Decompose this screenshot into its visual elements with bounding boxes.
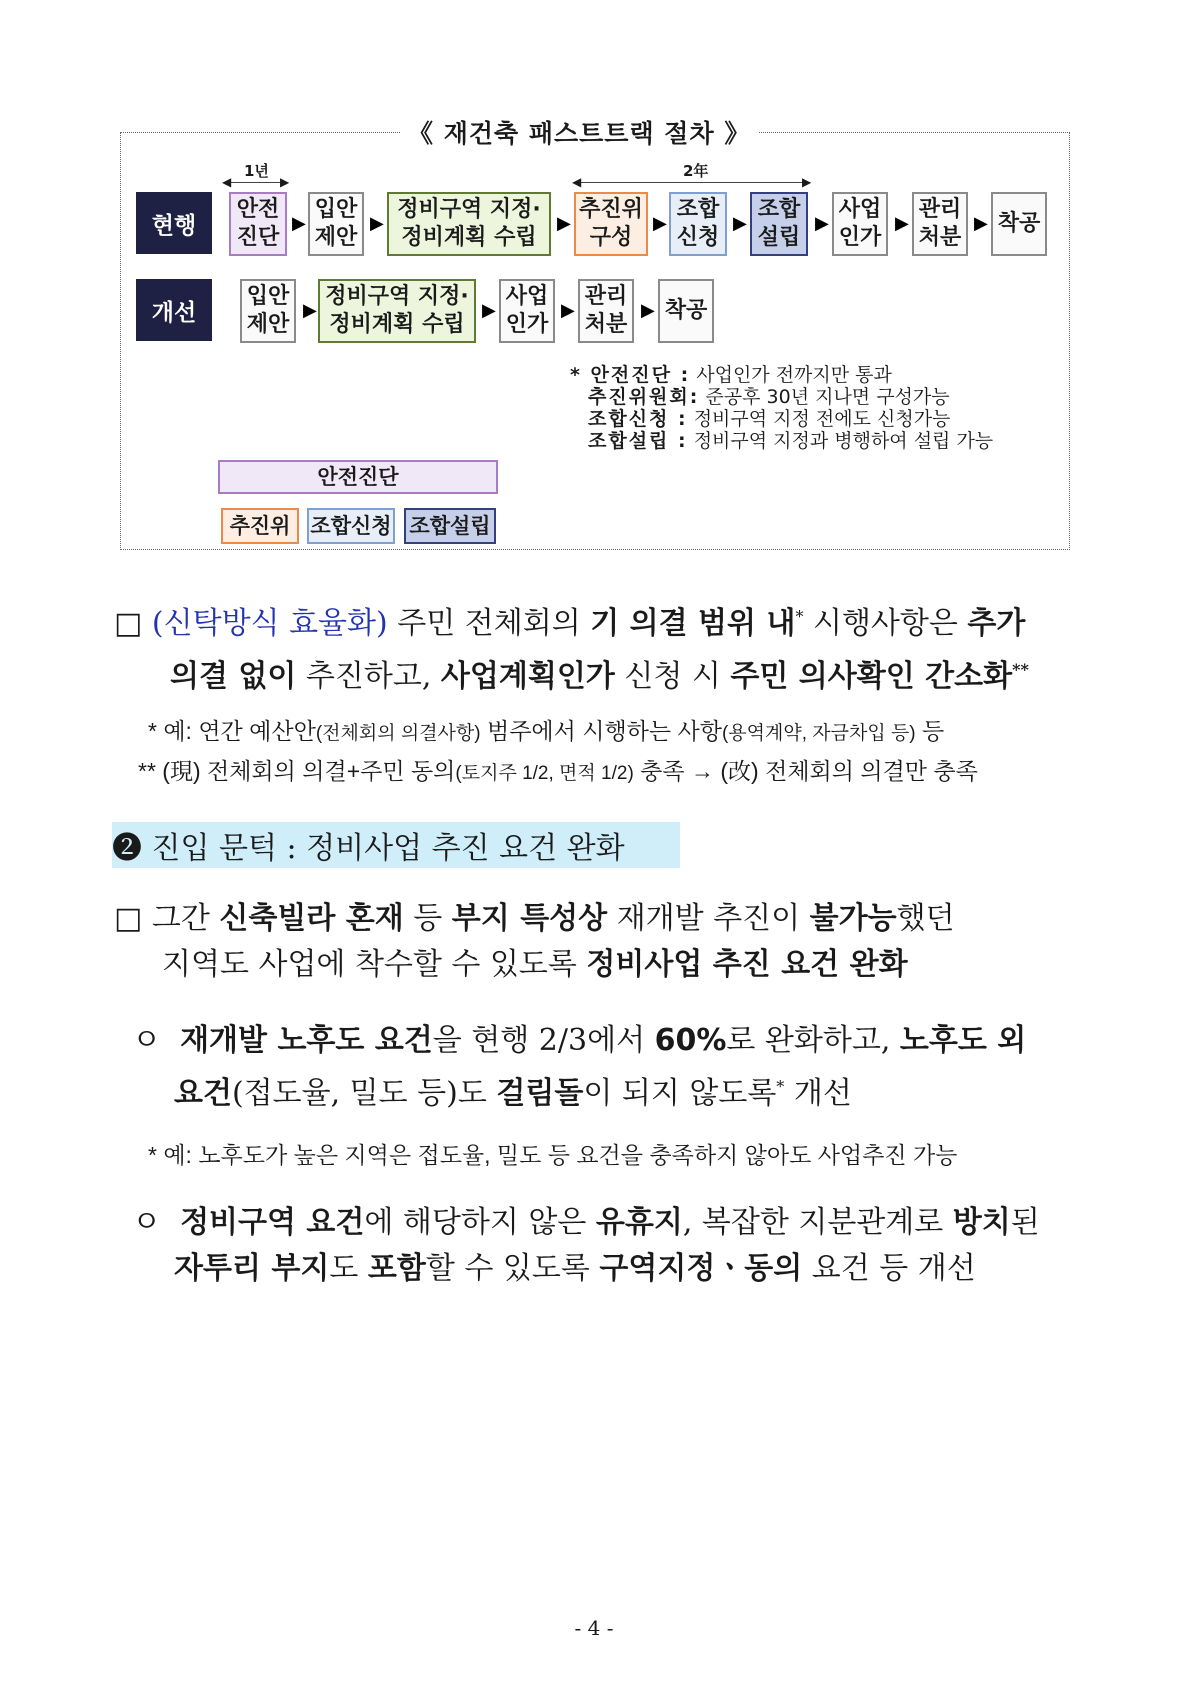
step-management-disposal: 관리 처분 (912, 192, 968, 256)
step-union-apply: 조합 신청 (669, 192, 727, 256)
paragraph-trust-method: □ (신탁방식 효율화) 주민 전체회의 기 의결 범위 내* 시행사항은 추가 의결 없이 추진하고, 사업계획인가 신청 시 주민 의사확인 간소화** (114, 606, 1029, 694)
dimension-1-year-label: 1년 (244, 162, 269, 180)
arrow-right-icon: ▶ (733, 213, 747, 234)
arrow-right-icon: ▶ (370, 213, 384, 234)
step-safety-inspection: 안전 진단 (229, 192, 287, 256)
step-committee: 추진위 구성 (574, 192, 648, 256)
step-business-approval: 사업 인가 (499, 279, 555, 343)
bullet-zone-requirement: ㅇ 정비구역 요건에 해당하지 않은 유휴지, 복잡한 지분관계로 방치된 자투리 부지도 포함할 수 있도록 구역지정ㆍ동의 요건 등 개선 (132, 1205, 1040, 1286)
arrow-right-icon: ▶ (974, 213, 988, 234)
arrow-left-icon: ◀ (572, 175, 582, 189)
dimension-1-year-line (226, 182, 284, 183)
step-proposal: 입안 제안 (240, 279, 296, 343)
diagram-notes: * 안전진단 : 사업인가 전까지만 통과 추진위원회: 준공후 30년 지나면 구성가능 조합신청 : 정비구역 지정 전에도 신청가능 조합설립 : 정비구역 지정과 병행하여 설립 가능 (570, 364, 994, 452)
parallel-union-found: 조합설립 (404, 508, 496, 544)
parallel-safety-inspection: 안전진단 (218, 460, 498, 494)
dimension-2-year-line (576, 182, 808, 183)
note-before-after: ** (現) 전체회의 의결+주민 동의(토지주 1/2, 면적 1/2) 충족 → (改) 전체회의 의결만 충족 (138, 758, 978, 784)
step-management-disposal: 관리 처분 (578, 279, 634, 343)
step-construction-start: 착공 (658, 279, 714, 343)
arrow-right-icon: ▶ (482, 300, 496, 321)
row-label-improved: 개선 (136, 279, 212, 341)
arrow-right-icon: ▶ (292, 213, 306, 234)
step-proposal: 입안 제안 (308, 192, 364, 256)
paragraph-entry-barrier: □ 그간 신축빌라 혼재 등 부지 특성상 재개발 추진이 불가능했던 지역도 사업에 착수할 수 있도록 정비사업 추진 요건 완화 (114, 901, 955, 982)
step-business-approval: 사업 인가 (832, 192, 888, 256)
page-number: - 4 - (574, 1616, 614, 1640)
bullet-aging-requirement: ㅇ 재개발 노후도 요건을 현행 2/3에서 60%로 완화하고, 노후도 외 요건(접도율, 밀도 등)도 걸림돌이 되지 않도록* 개선 (132, 1023, 1027, 1111)
row-label-current: 현행 (136, 192, 212, 254)
note-example-budget: * 예: 연간 예산안(전체회의 의결사항) 범주에서 시행하는 사항(용역계약, 자금차입 등) 등 (148, 718, 945, 744)
arrow-right-icon: ▶ (802, 175, 812, 189)
arrow-right-icon: ▶ (303, 300, 317, 321)
step-zone-designation: 정비구역 지정· 정비계획 수립 (318, 279, 476, 343)
step-construction-start: 착공 (991, 192, 1047, 256)
arrow-right-icon: ▶ (815, 213, 829, 234)
parallel-union-apply: 조합신청 (307, 508, 395, 544)
step-union-found: 조합 설립 (750, 192, 808, 256)
section-heading: ❷ 진입 문턱 : 정비사업 추진 요건 완화 (112, 822, 680, 868)
arrow-right-icon: ▶ (895, 213, 909, 234)
arrow-right-icon: ▶ (561, 300, 575, 321)
arrow-right-icon: ▶ (557, 213, 571, 234)
dimension-2-year-label: 2年 (683, 162, 709, 180)
arrow-right-icon: ▶ (641, 300, 655, 321)
arrow-right-icon: ▶ (653, 213, 667, 234)
arrow-left-icon: ◀ (222, 175, 232, 189)
arrow-right-icon: ▶ (280, 175, 290, 189)
diagram-title: 《 재건축 패스트트랙 절차 》 (400, 114, 758, 150)
parallel-committee: 추진위 (221, 508, 299, 544)
step-zone-designation: 정비구역 지정· 정비계획 수립 (387, 192, 551, 256)
note-example-aging: * 예: 노후도가 높은 지역은 접도율, 밀도 등 요건을 충족하지 않아도 사업추진 가능 (148, 1142, 958, 1168)
